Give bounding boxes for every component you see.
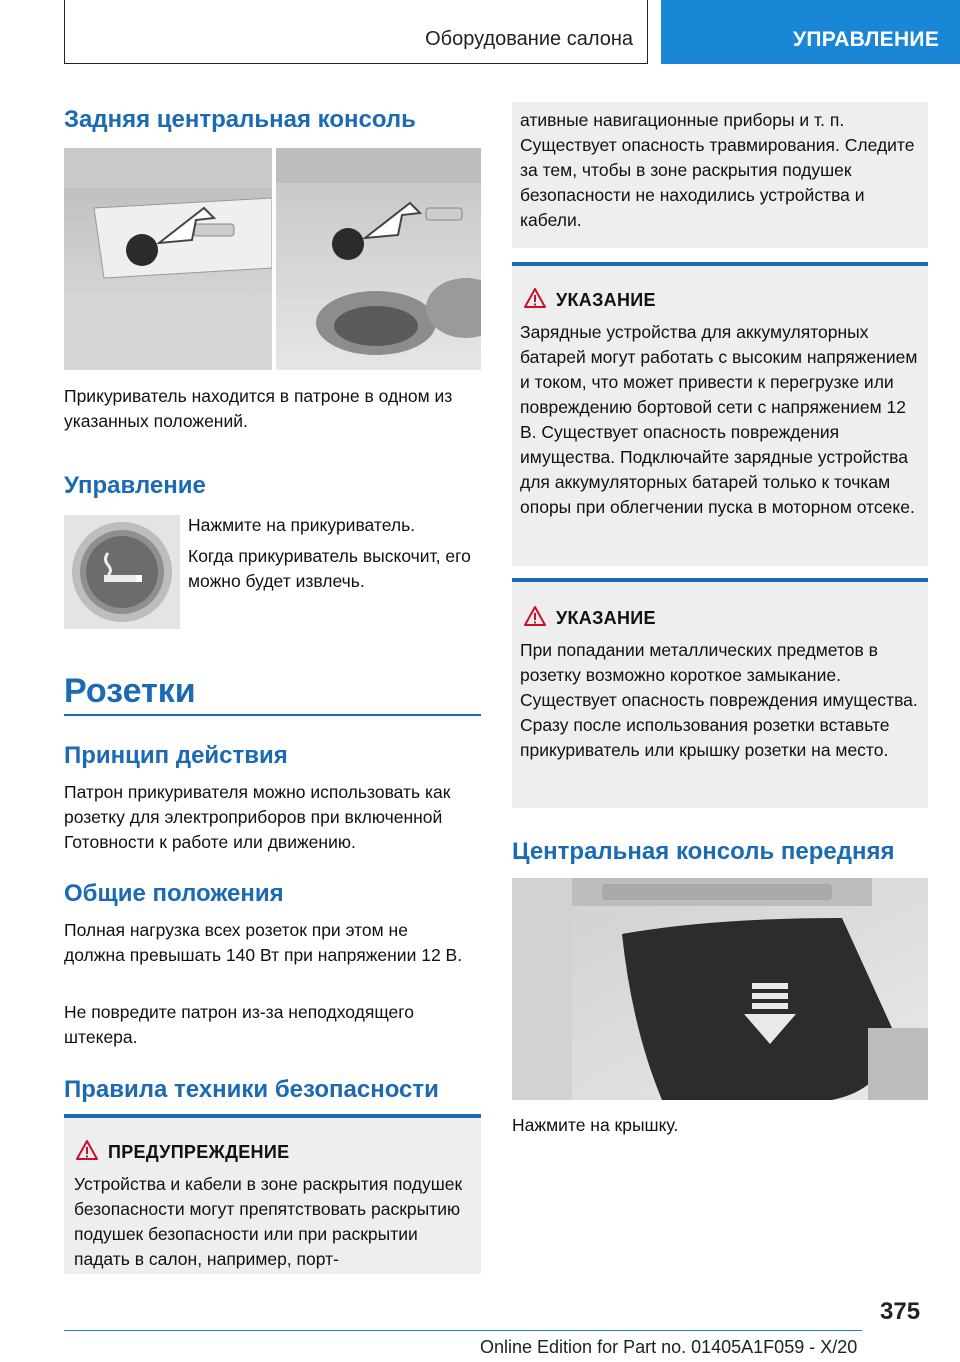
header-section-title: Оборудование салона — [425, 28, 633, 50]
footer-rule — [64, 1330, 862, 1331]
notice2-title: УКАЗАНИЕ — [556, 608, 656, 628]
general-text-2: Не повредите патрон из-за неподходящего штекера. — [64, 1002, 414, 1047]
notice1-text: Зарядные устройства для аккумуляторных батарей могут работать с высоким напряжением и током, что может привести к перегрузке или повреждению бортовой сети с напряжением 12 В. Существует опасность повреждения имущества. Подключайте зарядные устройства для аккумуляторных батарей только к точкам опоры при облегчении пуска в моторном отсеке. — [520, 322, 918, 517]
front-console-title: Центральная консоль передняя — [512, 838, 895, 865]
control-text-2: Когда прикуриватель выскочит, его можно будет извлечь. — [188, 546, 471, 591]
warning-box-continued — [512, 102, 928, 248]
general-title: Общие положения — [64, 880, 284, 907]
page-number: 375 — [880, 1298, 921, 1325]
front-console-photo — [512, 878, 928, 1100]
warning-text-continued: ативные навигационные приборы и т. п. Существует опасность травмирования. Следите за тем, чтобы в зоне раскрытия подушек безопасности не находились устройства и кабели. — [520, 110, 915, 230]
header-chapter-tab: УПРАВЛЕНИЕ — [661, 0, 960, 64]
warning-title: ПРЕДУПРЕЖДЕНИЕ — [108, 1142, 290, 1162]
rear-console-photo-1 — [64, 148, 272, 370]
cigarette-lighter-icon — [64, 515, 180, 629]
general-text-1: Полная нагрузка всех розеток при этом не должна превышать 140 Вт при напряжении 12 В. — [64, 920, 463, 965]
notice2-box — [512, 582, 928, 808]
warning-triangle-icon — [524, 288, 546, 308]
rear-console-title: Задняя центральная консоль — [64, 106, 416, 133]
notice2-text: При попадании металлических предметов в розетку возможно короткое замыкание. Существует опасность повреждения имущества. Сразу после использования розетки вставьте прикуриватель или крышку розетки на место. — [520, 640, 918, 760]
sockets-rule — [64, 714, 481, 716]
warning-triangle-icon — [524, 606, 546, 626]
footer-edition: Online Edition for Part no. 01405A1F059 - X/20 — [480, 1337, 858, 1357]
safety-title: Правила техники безопасности — [64, 1076, 439, 1103]
control-title: Управление — [64, 472, 206, 499]
control-text-1: Нажмите на прикуриватель. — [188, 515, 416, 535]
header-section-box — [64, 0, 648, 64]
warning-text: Устройства и кабели в зоне раскрытия подушек безопасности могут препятствовать раскрытию подушек безопасности или при раскрытии падать в салон, например, порт- — [74, 1174, 463, 1269]
notice1-title: УКАЗАНИЕ — [556, 290, 656, 310]
principle-text: Патрон прикуривателя можно использовать как розетку для электроприборов при включенной Готовности к работе или движению. — [64, 782, 451, 852]
principle-title: Принцип действия — [64, 742, 288, 769]
rear-console-caption: Прикуриватель находится в патроне в одном из указанных положений. — [64, 386, 453, 431]
warning-box — [64, 1118, 481, 1274]
front-console-caption: Нажмите на крышку. — [512, 1115, 679, 1135]
warning-triangle-icon — [76, 1140, 98, 1160]
notice1-box — [512, 266, 928, 566]
sockets-title: Розетки — [64, 672, 196, 710]
rear-console-photo-2 — [276, 148, 481, 370]
